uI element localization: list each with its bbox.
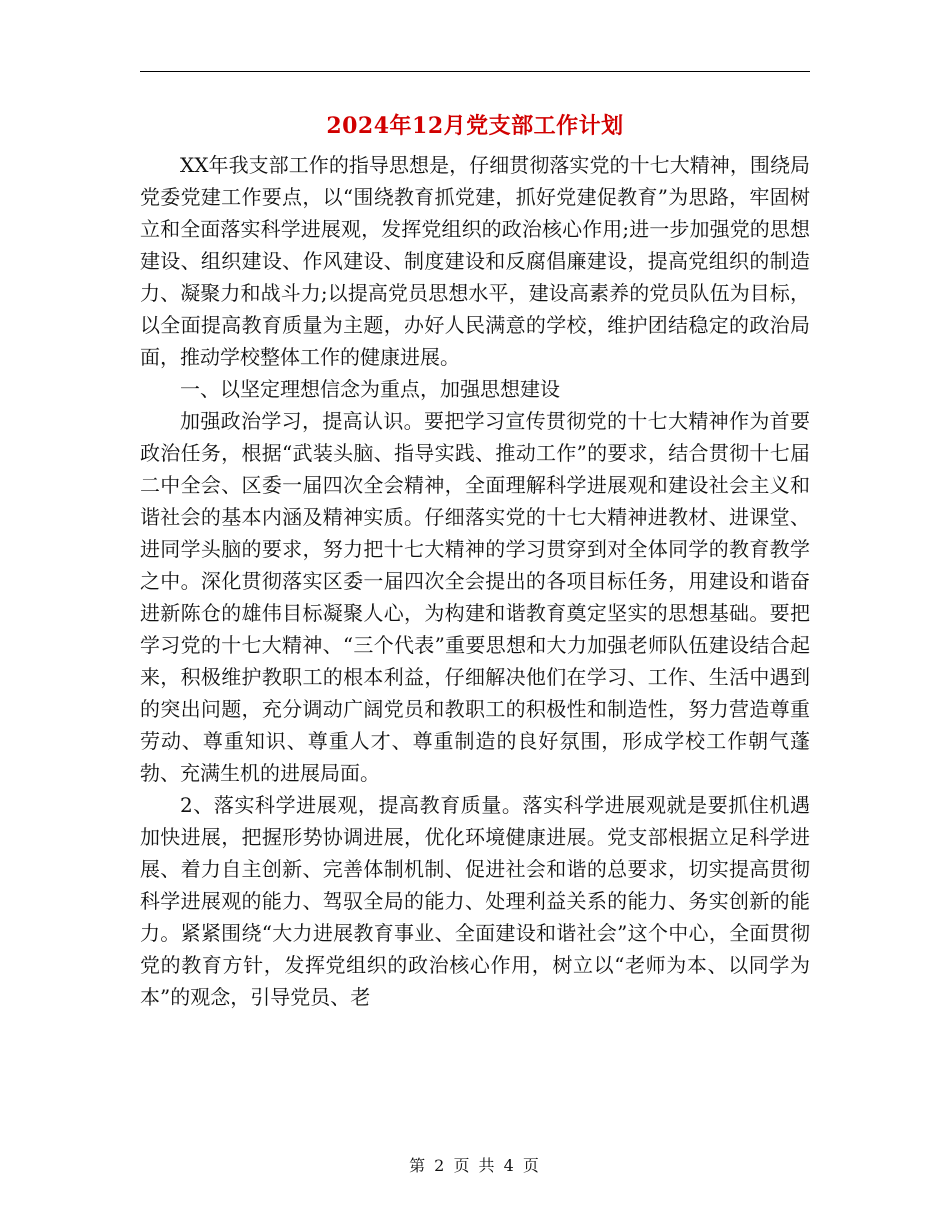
document-body [140, 149, 810, 1013]
page-number: 第 2 页 共 4 页 [409, 1156, 541, 1175]
section-heading-1: 一、以坚定理想信念为重点，加强思想建设 [180, 377, 560, 401]
paragraph-scientific-development: 2、落实科学进展观，提高教育质量。落实科学进展观就是要抓住机遇加快进展，把握形势协调进展，优化环境健康进展。党支部根据立足科学进展、着力自主创新、完善体制机制、促进社会和谐的总要求，切实提高贯彻科学进展观的能力、驾驭全局的能力、处理利益关系的能力、务实创新的能力。紧紧围绕“大力进展教育事业、全面建设和谐社会”这个中心，全面贯彻党的教育方针，发挥党组织的政治核心作用，树立以“老师为本、以同学为本”的观念，引导党员、老 [140, 793, 810, 1009]
paragraph-political-study: 加强政治学习，提高认识。要把学习宣传贯彻党的十七大精神作为首要政治任务，根据“武装头脑、指导实践、推动工作”的要求，结合贯彻十七届二中全会、区委一届四次全会精神，全面理解科学进展观和建设社会主义和谐社会的基本内涵及精神实质。仔细落实党的十七大精神进教材、进课堂、进同学头脑的要求，努力把十七大精神的学习贯穿到对全体同学的教育教学之中。深化贯彻落实区委一届四次全会提出的各项目标任务，用建设和谐奋进新陈仓的雄伟目标凝聚人心，为构建和谐教育奠定坚实的思想基础。要把学习党的十七大精神、“三个代表”重要思想和大力加强老师队伍建设结合起来，积极维护教职工的根本利益，仔细解决他们在学习、工作、生活中遇到的突出问题，充分调动广阔党员和教职工的积极性和制造性，努力营造尊重劳动、尊重知识、尊重人才、尊重制造的良好氛围，形成学校工作朝气蓬勃、充满生机的进展局面。 [140, 409, 810, 785]
header-rule [140, 71, 810, 72]
paragraph-intro: XX年我支部工作的指导思想是，仔细贯彻落实党的十七大精神，围绕局党委党建工作要点，以“围绕教育抓党建，抓好党建促教育”为思路，牢固树立和全面落实科学进展观，发挥党组织的政治核心作用;进一步加强党的思想建设、组织建设、作风建设、制度建设和反腐倡廉建设，提高党组织的制造力、凝聚力和战斗力;以提高党员思想水平，建设高素养的党员队伍为目标，以全面提高教育质量为主题，办好人民满意的学校，维护团结稳定的政治局面，推动学校整体工作的健康进展。 [140, 153, 810, 369]
document-title: 2024年12月党支部工作计划 [326, 113, 624, 139]
